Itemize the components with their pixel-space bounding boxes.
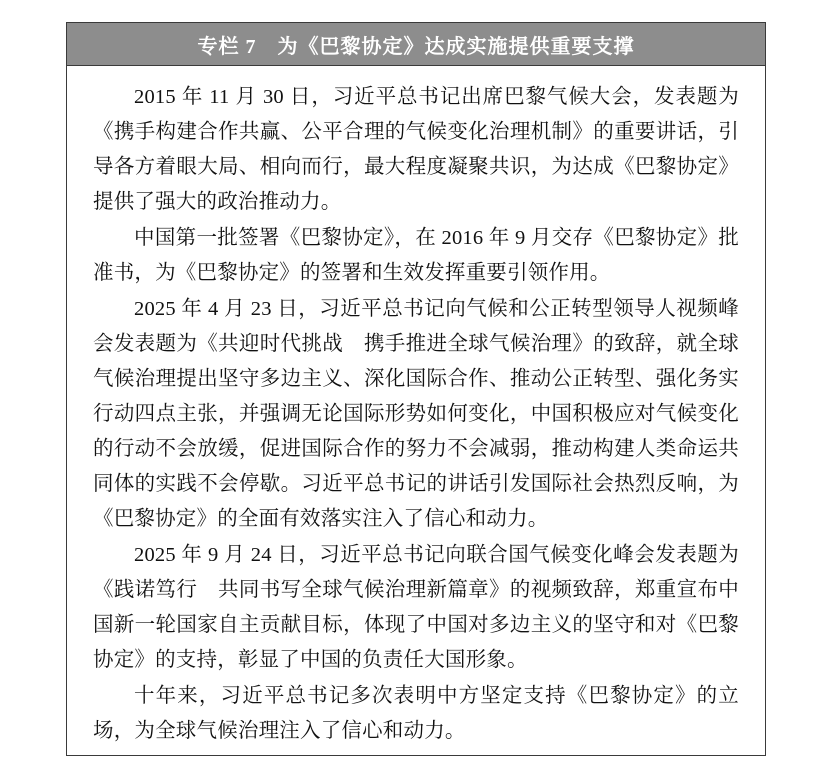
feature-box: [66, 22, 766, 756]
paragraph: 十年来，习近平总书记多次表明中方坚定支持《巴黎协定》的立场，为全球气候治理注入了信心和动力。: [93, 685, 739, 742]
paragraph: 2025 年 4 月 23 日，习近平总书记向气候和公正转型领导人视频峰会发表题为《共迎时代挑战 携手推进全球气候治理》的致辞，就全球气候治理提出坚守多边主义、深化国际合作、推动公正转型、强化务实行动四点主张，并强调无论国际形势如何变化，中国积极应对气候变化的行动不会放缓，促进国际合作的努力不会减弱，推动构建人类命运共同体的实践不会停歇。习近平总书记的讲话引发国际社会热烈反响，为《巴黎协定》的全面有效落实注入了信心和动力。: [93, 298, 739, 530]
paragraph: 2025 年 9 月 24 日，习近平总书记向联合国气候变化峰会发表题为《践诺笃行 共同书写全球气候治理新篇章》的视频致辞，郑重宣布中国新一轮国家自主贡献目标，体现了中国对多边主义的坚守和对《巴黎协定》的支持，彰显了中国的负责任大国形象。: [93, 544, 739, 671]
feature-box-header: [67, 23, 765, 66]
feature-box-body: [67, 66, 765, 760]
feature-box-title: 专栏 7 为《巴黎协定》达成实施提供重要支撑: [197, 35, 635, 58]
paragraph: 中国第一批签署《巴黎协定》，在 2016 年 9 月交存《巴黎协定》批准书，为《巴黎协定》的签署和生效发挥重要引领作用。: [93, 227, 739, 284]
paragraph: 2015 年 11 月 30 日，习近平总书记出席巴黎气候大会，发表题为《携手构建合作共赢、公平合理的气候变化治理机制》的重要讲话，引导各方着眼大局、相向而行，最大程度凝聚共识，为达成《巴黎协定》提供了强大的政治推动力。: [93, 86, 739, 213]
